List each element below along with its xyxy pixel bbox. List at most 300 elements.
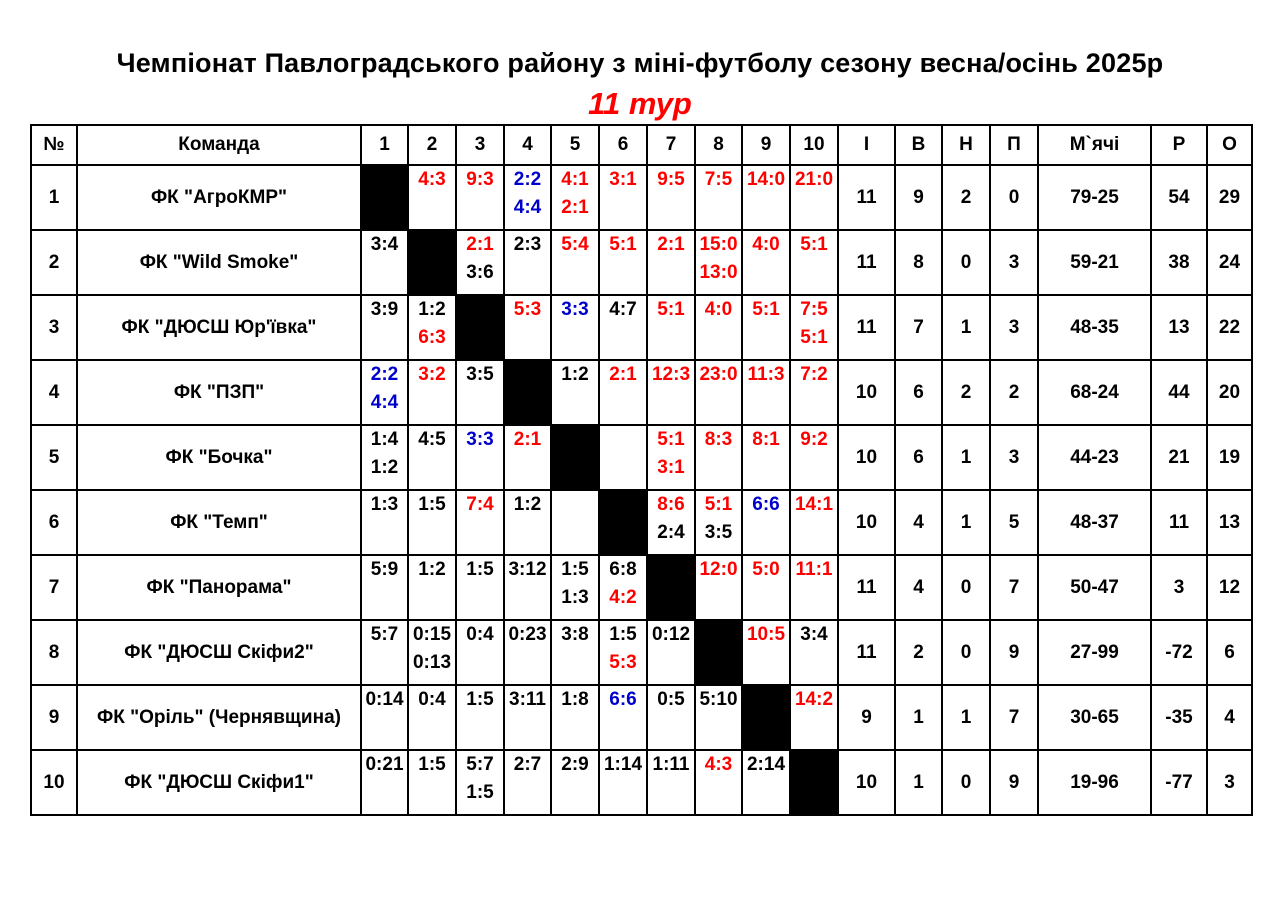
match-score: 2:1 xyxy=(561,197,589,218)
col-vs-10-header: 10 xyxy=(790,125,838,165)
goals: 19-96 xyxy=(1038,750,1151,815)
result-cell xyxy=(742,555,790,620)
wins: 4 xyxy=(895,555,942,620)
result-cell xyxy=(504,295,551,360)
match-score: 4:7 xyxy=(609,299,637,320)
match-score: 5:7 xyxy=(370,624,399,645)
col-vs-6-header: 6 xyxy=(599,125,647,165)
table-row xyxy=(31,230,1252,295)
match-score: 2:2 xyxy=(513,169,542,190)
wins: 1 xyxy=(895,685,942,750)
self-match-cell xyxy=(742,685,790,750)
self-match-cell xyxy=(695,620,742,685)
match-score: 2:1 xyxy=(466,234,494,255)
match-score: 6:6 xyxy=(609,689,637,710)
points: 13 xyxy=(1207,490,1252,555)
result-cell xyxy=(361,360,408,425)
match-score: 9:3 xyxy=(466,169,494,190)
result-cell xyxy=(551,620,599,685)
match-score: 4:3 xyxy=(418,169,446,190)
col-vs-5-header: 5 xyxy=(551,125,599,165)
points: 19 xyxy=(1207,425,1252,490)
match-score: 1:5 xyxy=(466,782,494,803)
goal-difference: -77 xyxy=(1151,750,1207,815)
games-played: 11 xyxy=(838,165,895,230)
result-cell xyxy=(551,750,599,815)
result-cell xyxy=(790,490,838,555)
match-score: 4:4 xyxy=(513,197,542,218)
row-number: 6 xyxy=(31,490,77,555)
match-score: 4:1 xyxy=(561,169,589,190)
round-label: 11 тур xyxy=(588,86,692,121)
self-match-cell xyxy=(551,425,599,490)
result-cell xyxy=(504,750,551,815)
match-score: 5:1 xyxy=(704,494,733,515)
team-name: ФК "ПЗП" xyxy=(77,360,361,425)
team-name: ФК "Темп" xyxy=(77,490,361,555)
match-score: 0:4 xyxy=(418,689,446,710)
points: 4 xyxy=(1207,685,1252,750)
match-score: 1:2 xyxy=(418,559,446,580)
result-cell xyxy=(742,620,790,685)
table-row xyxy=(31,425,1252,490)
losses: 9 xyxy=(990,620,1038,685)
losses: 9 xyxy=(990,750,1038,815)
result-cell xyxy=(599,555,647,620)
col-number-header: № xyxy=(31,125,77,165)
result-cell xyxy=(647,490,695,555)
match-score: 14:2 xyxy=(794,689,834,710)
points: 29 xyxy=(1207,165,1252,230)
result-cell xyxy=(790,295,838,360)
games-played: 11 xyxy=(838,555,895,620)
match-score: 5:1 xyxy=(609,234,637,255)
self-match-cell xyxy=(361,165,408,230)
result-cell xyxy=(742,230,790,295)
match-score: 11:3 xyxy=(747,364,785,385)
match-score: 6:8 xyxy=(609,559,637,580)
match-score: 1:8 xyxy=(561,689,589,710)
points: 6 xyxy=(1207,620,1252,685)
row-number: 2 xyxy=(31,230,77,295)
result-cell xyxy=(408,750,456,815)
match-score: 8:6 xyxy=(657,494,685,515)
result-cell xyxy=(504,555,551,620)
match-score: 1:14 xyxy=(603,754,643,775)
match-score: 1:5 xyxy=(466,689,494,710)
result-cell xyxy=(551,490,599,555)
col-goals-header: М`ячі xyxy=(1038,125,1151,165)
goals: 48-37 xyxy=(1038,490,1151,555)
match-score: 3:1 xyxy=(657,457,685,478)
team-name: ФК "Wild Smoke" xyxy=(77,230,361,295)
row-number: 4 xyxy=(31,360,77,425)
result-cell xyxy=(790,620,838,685)
losses: 5 xyxy=(990,490,1038,555)
result-cell xyxy=(408,685,456,750)
row-number: 1 xyxy=(31,165,77,230)
result-cell xyxy=(599,230,647,295)
match-score: 0:21 xyxy=(365,754,404,775)
losses: 3 xyxy=(990,425,1038,490)
result-cell xyxy=(790,360,838,425)
col-vs-9-header: 9 xyxy=(742,125,790,165)
wins: 7 xyxy=(895,295,942,360)
games-played: 11 xyxy=(838,620,895,685)
result-cell xyxy=(790,230,838,295)
result-cell xyxy=(599,360,647,425)
result-cell xyxy=(599,620,647,685)
result-cell xyxy=(695,230,742,295)
table-row xyxy=(31,360,1252,425)
losses: 0 xyxy=(990,165,1038,230)
match-score: 4:3 xyxy=(704,754,733,775)
self-match-cell xyxy=(504,360,551,425)
result-cell xyxy=(408,620,456,685)
result-cell xyxy=(695,425,742,490)
match-score: 0:5 xyxy=(657,689,685,710)
result-cell xyxy=(695,295,742,360)
match-score: 3:5 xyxy=(704,522,733,543)
result-cell xyxy=(790,685,838,750)
match-score: 3:5 xyxy=(466,364,494,385)
match-score: 5:1 xyxy=(800,327,828,348)
result-cell xyxy=(599,425,647,490)
match-score: 3:8 xyxy=(561,624,589,645)
wins: 6 xyxy=(895,360,942,425)
match-score: 14:1 xyxy=(794,494,834,515)
result-cell xyxy=(456,165,504,230)
losses: 3 xyxy=(990,230,1038,295)
result-cell xyxy=(361,555,408,620)
result-cell xyxy=(599,685,647,750)
games-played: 9 xyxy=(838,685,895,750)
match-score: 8:1 xyxy=(752,429,780,450)
result-cell xyxy=(504,425,551,490)
draws: 1 xyxy=(942,295,990,360)
match-score: 3:1 xyxy=(609,169,637,190)
result-cell xyxy=(695,750,742,815)
match-score: 5:3 xyxy=(513,299,542,320)
row-number: 3 xyxy=(31,295,77,360)
result-cell xyxy=(361,750,408,815)
goals: 79-25 xyxy=(1038,165,1151,230)
goals: 68-24 xyxy=(1038,360,1151,425)
table-row xyxy=(31,165,1252,230)
match-score: 1:4 xyxy=(370,429,399,450)
match-score: 7:5 xyxy=(800,299,828,320)
match-score: 3:2 xyxy=(418,364,446,385)
wins: 4 xyxy=(895,490,942,555)
team-name: ФК "ДЮСШ Юр'ївка" xyxy=(77,295,361,360)
result-cell xyxy=(456,555,504,620)
team-name: ФК "Оріль" (Чернявщина) xyxy=(77,685,361,750)
match-score: 1:2 xyxy=(513,494,542,515)
result-cell xyxy=(551,165,599,230)
wins: 8 xyxy=(895,230,942,295)
draws: 0 xyxy=(942,620,990,685)
match-score: 2:1 xyxy=(609,364,637,385)
match-score: 21:0 xyxy=(794,169,834,190)
goal-difference: 13 xyxy=(1151,295,1207,360)
goal-difference: 11 xyxy=(1151,490,1207,555)
result-cell xyxy=(647,425,695,490)
result-cell xyxy=(742,425,790,490)
result-cell xyxy=(361,490,408,555)
match-score: 3:11 xyxy=(509,689,546,710)
match-score: 4:0 xyxy=(752,234,780,255)
match-score: 2:1 xyxy=(657,234,685,255)
match-score: 14:0 xyxy=(746,169,786,190)
result-cell xyxy=(456,425,504,490)
col-team-header: Команда xyxy=(77,125,361,165)
games-played: 10 xyxy=(838,490,895,555)
goals: 30-65 xyxy=(1038,685,1151,750)
match-score: 5:3 xyxy=(609,652,637,673)
result-cell xyxy=(790,425,838,490)
self-match-cell xyxy=(647,555,695,620)
match-score: 5:1 xyxy=(752,299,780,320)
result-cell xyxy=(551,295,599,360)
col-vs-3-header: 3 xyxy=(456,125,504,165)
match-score: 10:5 xyxy=(746,624,786,645)
match-score: 11:1 xyxy=(795,559,833,580)
match-score: 1:5 xyxy=(418,754,446,775)
match-score: 2:4 xyxy=(657,522,685,543)
page-title: Чемпіонат Павлоградського району з міні-футболу сезону весна/осінь 2025р xyxy=(116,48,1164,78)
match-score: 12:0 xyxy=(699,559,738,580)
col-vs-7-header: 7 xyxy=(647,125,695,165)
draws: 2 xyxy=(942,360,990,425)
match-score: 1:2 xyxy=(561,364,589,385)
match-score: 1:5 xyxy=(609,624,637,645)
match-score: 3:4 xyxy=(800,624,828,645)
team-name: ФК "АгроКМР" xyxy=(77,165,361,230)
match-score: 1:3 xyxy=(370,494,399,515)
result-cell xyxy=(599,165,647,230)
row-number: 8 xyxy=(31,620,77,685)
self-match-cell xyxy=(599,490,647,555)
result-cell xyxy=(456,360,504,425)
result-cell xyxy=(504,490,551,555)
match-score: 5:1 xyxy=(657,429,685,450)
match-score: 7:2 xyxy=(800,364,828,385)
row-number: 5 xyxy=(31,425,77,490)
losses: 7 xyxy=(990,555,1038,620)
result-cell xyxy=(599,750,647,815)
match-score: 4:0 xyxy=(704,299,733,320)
draws: 1 xyxy=(942,490,990,555)
result-cell xyxy=(361,425,408,490)
match-score: 3:4 xyxy=(370,234,399,255)
result-cell xyxy=(647,750,695,815)
self-match-cell xyxy=(408,230,456,295)
result-cell xyxy=(408,555,456,620)
result-cell xyxy=(695,360,742,425)
result-cell xyxy=(361,295,408,360)
goals: 50-47 xyxy=(1038,555,1151,620)
result-cell xyxy=(408,165,456,230)
table-row xyxy=(31,685,1252,750)
col-vs-2-header: 2 xyxy=(408,125,456,165)
match-score: 5:10 xyxy=(699,689,738,710)
result-cell xyxy=(456,620,504,685)
goal-difference: 54 xyxy=(1151,165,1207,230)
result-cell xyxy=(551,360,599,425)
match-score: 5:4 xyxy=(561,234,589,255)
match-score: 1:5 xyxy=(561,559,589,580)
result-cell xyxy=(408,425,456,490)
losses: 2 xyxy=(990,360,1038,425)
draws: 0 xyxy=(942,230,990,295)
result-cell xyxy=(790,555,838,620)
match-score: 2:1 xyxy=(513,429,542,450)
match-score: 23:0 xyxy=(699,364,738,385)
games-played: 10 xyxy=(838,750,895,815)
match-score: 3:6 xyxy=(466,262,494,283)
goal-difference: -72 xyxy=(1151,620,1207,685)
result-cell xyxy=(742,750,790,815)
col-games-header: І xyxy=(838,125,895,165)
result-cell xyxy=(599,295,647,360)
result-cell xyxy=(695,685,742,750)
match-score: 1:11 xyxy=(652,754,690,775)
match-score: 9:5 xyxy=(657,169,685,190)
result-cell xyxy=(408,295,456,360)
row-number: 7 xyxy=(31,555,77,620)
team-name: ФК "ДЮСШ Скіфи1" xyxy=(77,750,361,815)
losses: 3 xyxy=(990,295,1038,360)
match-score: 4:4 xyxy=(370,392,399,413)
games-played: 10 xyxy=(838,425,895,490)
goals: 44-23 xyxy=(1038,425,1151,490)
draws: 0 xyxy=(942,555,990,620)
wins: 9 xyxy=(895,165,942,230)
header-row xyxy=(31,125,1252,165)
match-score: 0:12 xyxy=(651,624,691,645)
wins: 6 xyxy=(895,425,942,490)
self-match-cell xyxy=(456,295,504,360)
table-row xyxy=(31,295,1252,360)
result-cell xyxy=(742,360,790,425)
result-cell xyxy=(647,620,695,685)
match-score: 7:5 xyxy=(704,169,733,190)
match-score: 5:9 xyxy=(370,559,399,580)
match-score: 3:9 xyxy=(370,299,399,320)
col-points-header: О xyxy=(1207,125,1252,165)
result-cell xyxy=(456,490,504,555)
match-score: 1:2 xyxy=(418,299,446,320)
result-cell xyxy=(551,230,599,295)
table-row xyxy=(31,555,1252,620)
wins: 2 xyxy=(895,620,942,685)
match-score: 2:7 xyxy=(513,754,542,775)
result-cell xyxy=(695,165,742,230)
match-score: 9:2 xyxy=(800,429,828,450)
result-cell xyxy=(456,230,504,295)
team-name: ФК "ДЮСШ Скіфи2" xyxy=(77,620,361,685)
team-name: ФК "Бочка" xyxy=(77,425,361,490)
result-cell xyxy=(456,685,504,750)
match-score: 3:3 xyxy=(561,299,589,320)
match-score: 4:2 xyxy=(609,587,637,608)
result-cell xyxy=(504,620,551,685)
result-cell xyxy=(647,295,695,360)
goal-difference: -35 xyxy=(1151,685,1207,750)
result-cell xyxy=(695,490,742,555)
match-score: 5:7 xyxy=(466,754,494,775)
result-cell xyxy=(456,750,504,815)
draws: 1 xyxy=(942,685,990,750)
match-score: 6:6 xyxy=(752,494,780,515)
points: 3 xyxy=(1207,750,1252,815)
goals: 27-99 xyxy=(1038,620,1151,685)
match-score: 0:23 xyxy=(508,624,547,645)
match-score: 12:3 xyxy=(651,364,691,385)
points: 22 xyxy=(1207,295,1252,360)
match-score: 3:12 xyxy=(508,559,547,580)
points: 24 xyxy=(1207,230,1252,295)
result-cell xyxy=(551,555,599,620)
match-score: 5:1 xyxy=(800,234,828,255)
result-cell xyxy=(361,230,408,295)
match-score: 0:4 xyxy=(466,624,494,645)
table-row xyxy=(31,620,1252,685)
match-score: 4:5 xyxy=(418,429,446,450)
result-cell xyxy=(504,685,551,750)
result-cell xyxy=(551,685,599,750)
table-row xyxy=(31,750,1252,815)
result-cell xyxy=(742,490,790,555)
match-score: 0:14 xyxy=(365,689,404,710)
match-score: 5:1 xyxy=(657,299,685,320)
match-score: 2:9 xyxy=(561,754,589,775)
row-number: 9 xyxy=(31,685,77,750)
col-draws-header: Н xyxy=(942,125,990,165)
goal-difference: 21 xyxy=(1151,425,1207,490)
match-score: 1:3 xyxy=(561,587,589,608)
col-vs-4-header: 4 xyxy=(504,125,551,165)
result-cell xyxy=(647,165,695,230)
match-score: 0:13 xyxy=(412,652,452,673)
match-score: 2:3 xyxy=(513,234,542,255)
games-played: 11 xyxy=(838,295,895,360)
result-cell xyxy=(504,165,551,230)
goal-difference: 3 xyxy=(1151,555,1207,620)
wins: 1 xyxy=(895,750,942,815)
result-cell xyxy=(647,360,695,425)
match-score: 1:5 xyxy=(466,559,494,580)
match-score: 3:3 xyxy=(466,429,494,450)
points: 12 xyxy=(1207,555,1252,620)
result-cell xyxy=(647,685,695,750)
goals: 59-21 xyxy=(1038,230,1151,295)
result-cell xyxy=(790,165,838,230)
match-score: 0:15 xyxy=(412,624,452,645)
col-vs-1-header: 1 xyxy=(361,125,408,165)
col-wins-header: В xyxy=(895,125,942,165)
goal-difference: 44 xyxy=(1151,360,1207,425)
games-played: 10 xyxy=(838,360,895,425)
match-score: 15:0 xyxy=(699,234,738,255)
col-losses-header: П xyxy=(990,125,1038,165)
result-cell xyxy=(361,685,408,750)
table-row xyxy=(31,490,1252,555)
row-number: 10 xyxy=(31,750,77,815)
result-cell xyxy=(408,360,456,425)
self-match-cell xyxy=(790,750,838,815)
result-cell xyxy=(742,165,790,230)
